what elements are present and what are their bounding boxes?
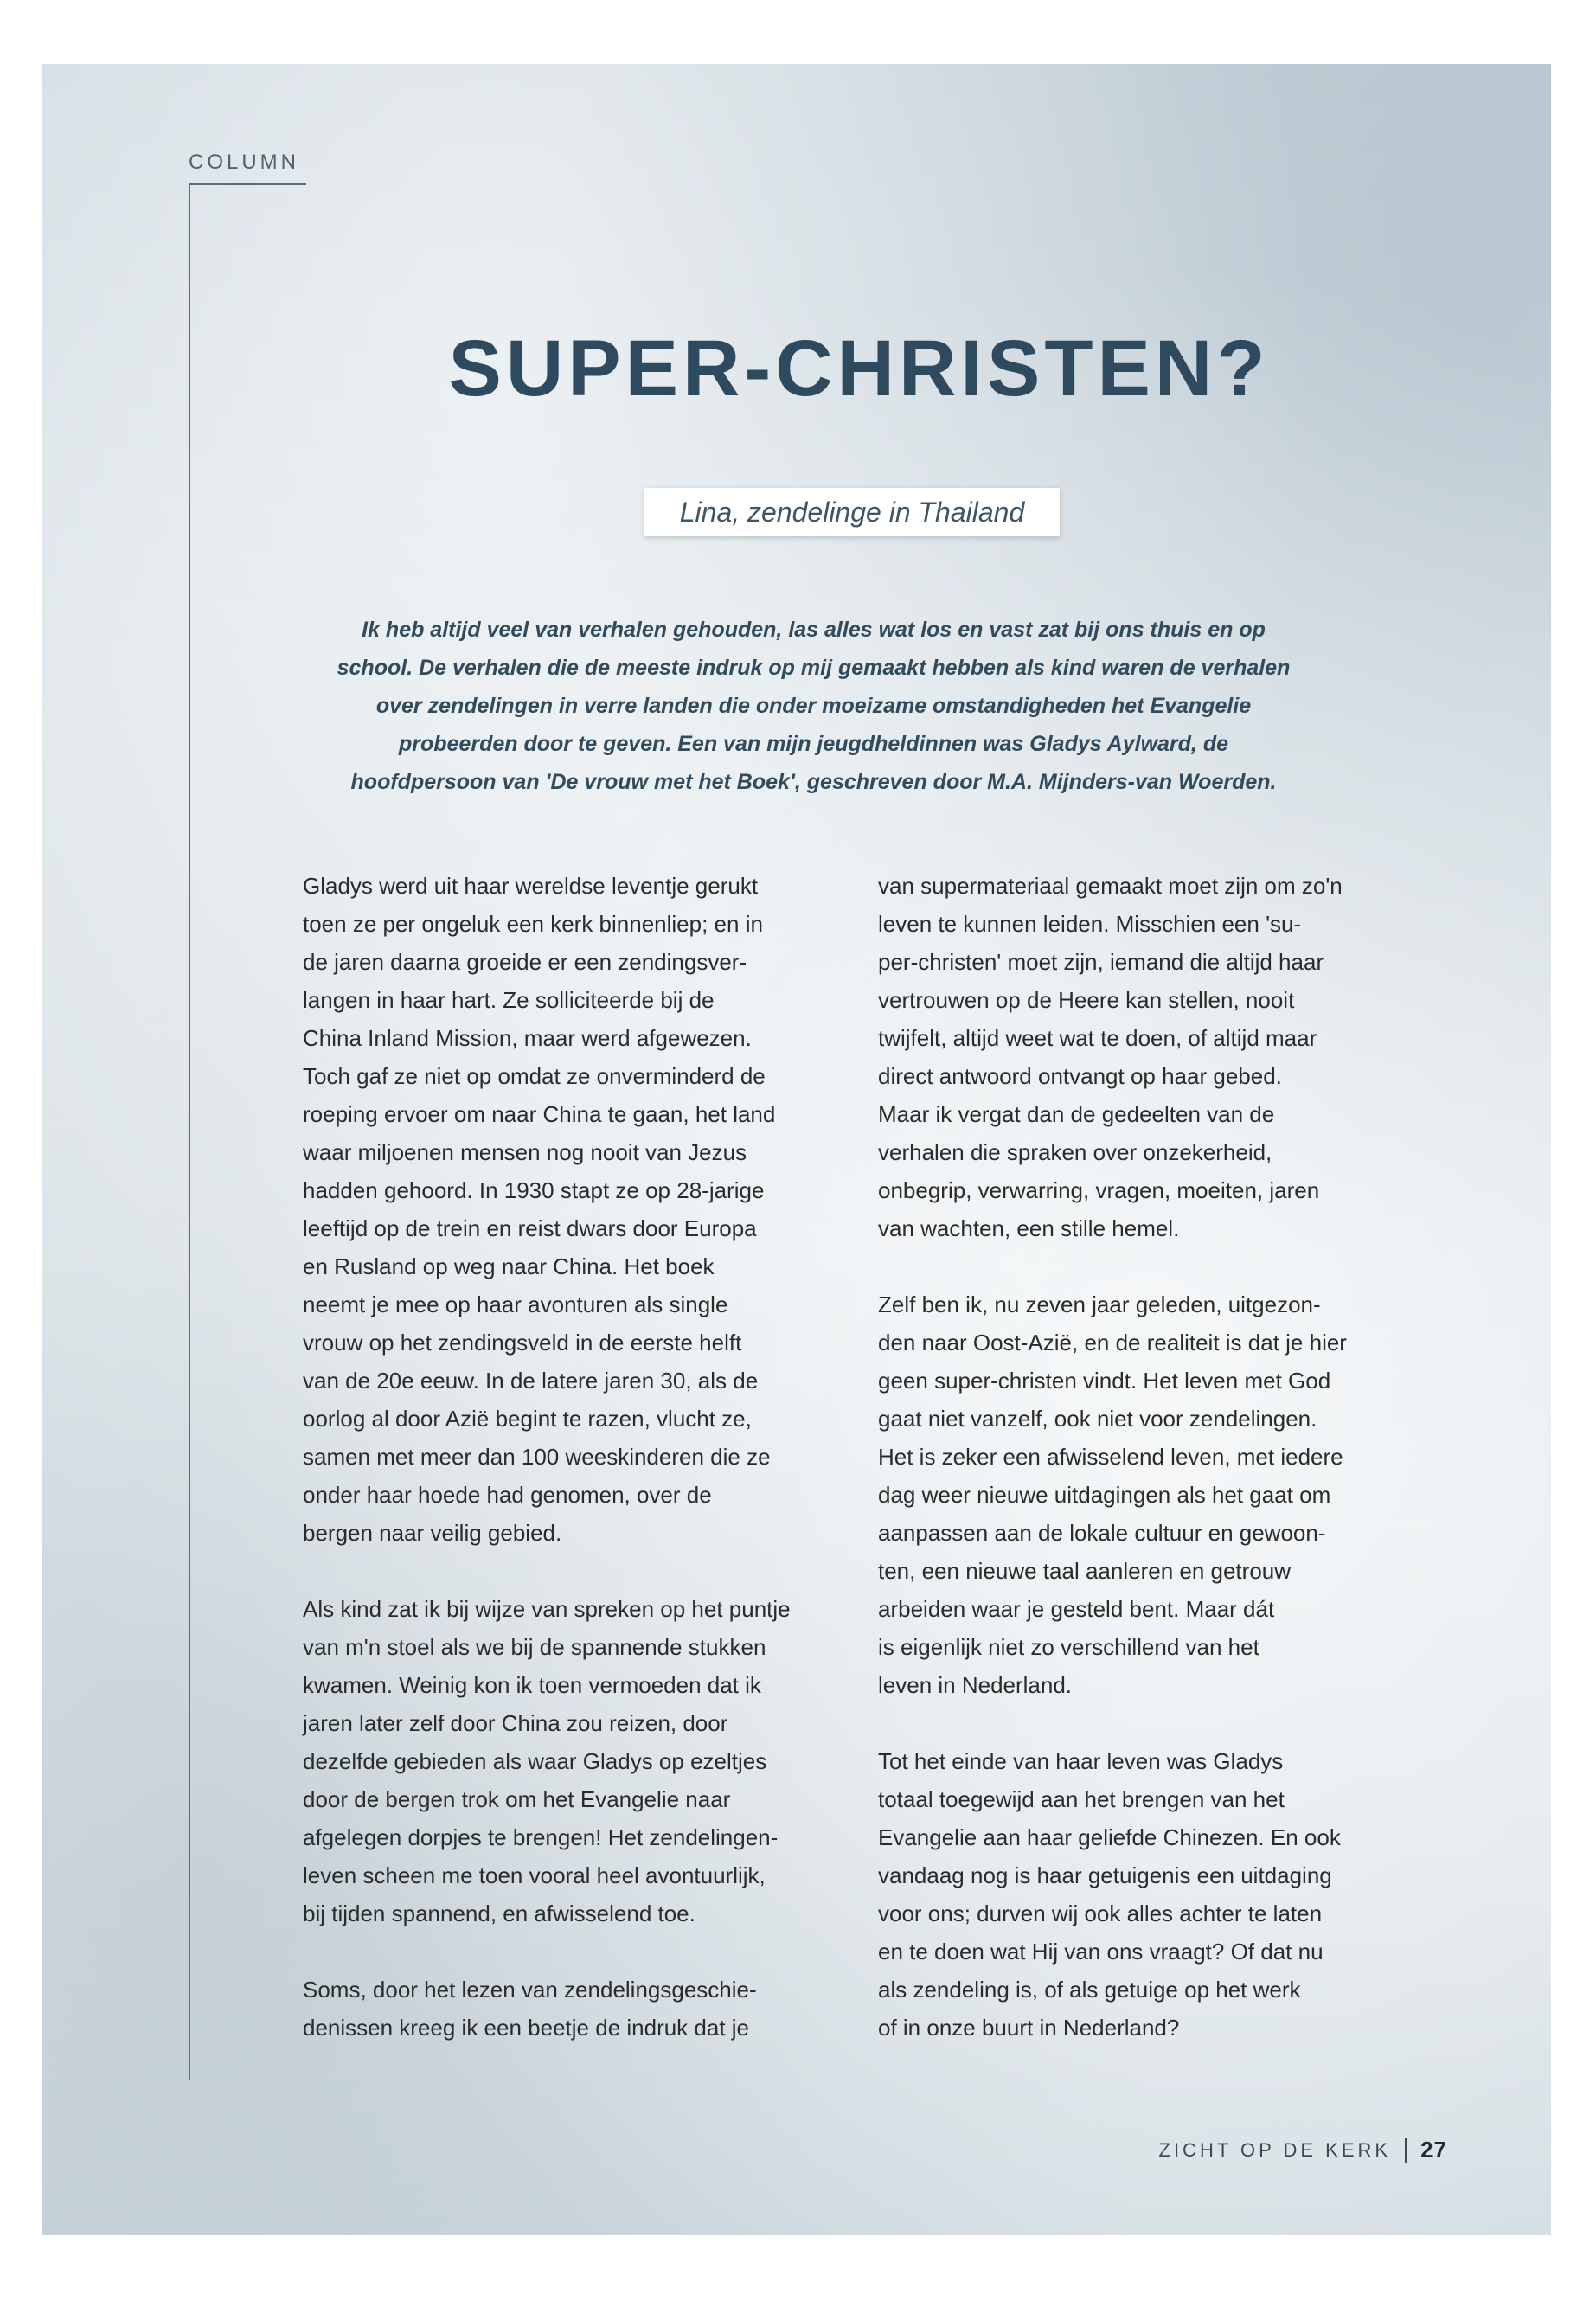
body-paragraph: van supermateriaal gemaakt moet zijn om zo'n leven te kunnen leiden. Misschien een 'su- per-christen' moet zijn, iemand die altijd haar vertrouwen op de Heere kan stellen, nooit twijfelt, altijd weet wat te doen, of altijd maar direct antwoord ontvangt op haar gebed. Maar ik vergat dan de gedeelten van de verhalen die spraken over onzekerheid, onbegrip, verwarring, vragen, moeiten, jaren van wachten, een stille hemel.: [878, 873, 1343, 1241]
author-byline: Lina, zendelinge in Thailand: [644, 488, 1060, 536]
article-title: SUPER-CHRISTEN?: [448, 324, 1270, 413]
article-intro: Ik heb altijd veel van verhalen gehouden, las alles wat los en vast zat bij ons thuis en op school. De verhalen die de meeste indruk op mij gemaakt hebben als kind waren de verhalen over zendelingen in verre landen die onder moeizame omstandigheden het Evangelie probeerden door te geven. Een van mijn jeugdheldinnen was Gladys Aylward, de hoofdpersoon van 'De vrouw met het Boek', geschreven door M.A. Mijnders-van Woerden.: [337, 618, 1291, 794]
body-paragraph: Als kind zat ik bij wijze van spreken op het puntje van m'n stoel als we bij de spannende stukken kwamen. Weinig kon ik toen vermoeden dat ik jaren later zelf door China zou reizen, door dezelfde gebieden als waar Gladys op ezeltjes door de bergen trok om het Evangelie naar afgelegen dorpjes te brengen! Het zendelingen- leven scheen me toen vooral heel avontuurlijk, bij tijden spannend, en afwisselend toe.: [303, 1596, 791, 1926]
body-paragraph: Zelf ben ik, nu zeven jaar geleden, uitgezon- den naar Oost-Azië, en de realiteit is dat je hier geen super-christen vindt. Het leven met God gaat niet vanzelf, ook niet voor zendelingen. Het is zeker een afwisselend leven, met iedere dag weer nieuwe uitdagingen als het gaat om aanpassen aan de lokale cultuur en gewoon- ten, een nieuwe taal aanleren en getrouw arbeiden waar je gesteld bent. Maar dát is eigenlijk niet zo verschillend van het leven in Nederland.: [878, 1292, 1347, 1698]
page-number: 27: [1420, 2137, 1447, 2163]
page-footer: [1159, 2137, 1448, 2163]
section-rule-horizontal: [189, 183, 306, 185]
body-paragraph: Soms, door het lezen van zendelingsgeschie- denissen kreeg ik een beetje de indruk dat je: [303, 1977, 757, 2041]
body-column-right: [878, 867, 1432, 2047]
page: [42, 64, 1551, 2235]
section-rule-vertical: [189, 183, 190, 2080]
section-label: COLUMN: [189, 151, 300, 174]
body-column-left: [303, 867, 856, 2047]
body-paragraph: Tot het einde van haar leven was Gladys totaal toegewijd aan het brengen van het Evangelie aan haar geliefde Chinezen. En ook vandaag nog is haar getuigenis een uitdaging voor ons; durven wij ook alles achter te laten en te doen wat Hij van ons vraagt? Of dat nu als zendeling is, of als getuige op het werk of in onze buurt in Nederland?: [878, 1748, 1341, 2041]
publication-name: ZICHT OP DE KERK: [1158, 2138, 1392, 2161]
footer-divider: [1405, 2138, 1407, 2163]
body-paragraph: Gladys werd uit haar wereldse leventje gerukt toen ze per ongeluk een kerk binnenliep; en in de jaren daarna groeide er een zendingsver- langen in haar hart. Ze solliciteerde bij de China Inland Mission, maar werd afgewezen. Toch gaf ze niet op omdat ze onverminderd de roeping ervoer om naar China te gaan, het land waar miljoenen mensen nog nooit van Jezus hadden gehoord. In 1930 stapt ze op 28-jarige leeftijd op de trein en reist dwars door Europa en Rusland op weg naar China. Het boek neemt je mee op haar avonturen als single vrouw op het zendingsveld in de eerste helft van de 20e eeuw. In de latere jaren 30, als de oorlog al door Azië begint te razen, vlucht ze, samen met meer dan 100 weeskinderen die ze onder haar hoede had genomen, over de bergen naar veilig gebied.: [303, 873, 776, 1546]
